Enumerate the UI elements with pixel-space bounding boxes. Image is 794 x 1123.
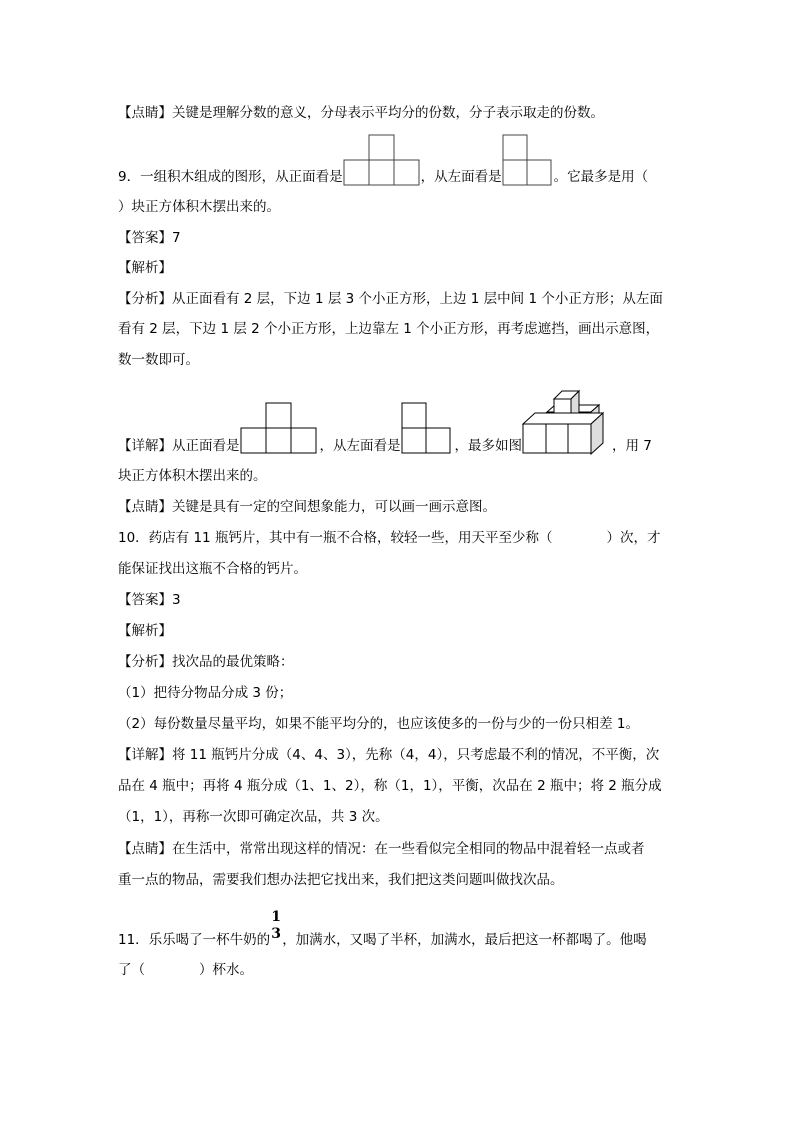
q11-text: 11．乐乐喝了一杯牛奶的 bbox=[118, 932, 271, 948]
q9-analysis-2: 看有 2 层，下边 1 层 2 个小正方形，上边靠左 1 个小正方形，再考虑遮挡，画出示意图， bbox=[118, 321, 660, 337]
q10-analysis-2: （1）把待分物品分成 3 份； bbox=[118, 685, 293, 701]
q10-detail-3: （1，1），再称一次即可确定次品，共 3 次。 bbox=[118, 809, 389, 825]
front-view-figure bbox=[343, 133, 421, 187]
q11-line1 bbox=[118, 909, 647, 949]
q9-jiexi: 【解析】 bbox=[118, 260, 172, 276]
front-view-slot bbox=[240, 437, 320, 455]
q9-detail-text: 【详解】从正面看是 bbox=[118, 438, 240, 454]
left-view-figure bbox=[502, 133, 554, 187]
q9-analysis-3: 数一数即可。 bbox=[118, 352, 199, 368]
q10-line2: 能保证找出这瓶不合格的钙片。 bbox=[118, 561, 307, 577]
cube-stack-figure bbox=[522, 386, 612, 456]
q10-tip-1: 【点睛】在生活中，常常出现这样的情况：在一些看似完全相同的物品中混着轻一点或者 bbox=[118, 841, 645, 857]
q10-line1: 10．药店有 11 瓶钙片，其中有一瓶不合格，较轻一些，用天平至少称（ ）次，才 bbox=[118, 530, 661, 546]
q9-text: 9．一组积木组成的图形，从正面看是 bbox=[118, 169, 343, 185]
q10-analysis-1: 【分析】找次品的最优策略： bbox=[118, 654, 294, 670]
fraction-numerator: 1 bbox=[271, 909, 281, 925]
q9-detail-line2: 块正方体积木摆出来的。 bbox=[118, 468, 267, 484]
left-view-slot bbox=[401, 437, 455, 455]
q9-line2: ）块正方体积木摆出来的。 bbox=[118, 199, 280, 215]
q9-detail-text: ，从左面看是 bbox=[319, 438, 401, 454]
q10-analysis-3: （2）每份数量尽量平均，如果不能平均分的，也应该使多的一份与少的一份只相差 1。 bbox=[118, 716, 639, 732]
q9-tip: 【点睛】关键是具有一定的空间想象能力，可以画一画示意图。 bbox=[118, 499, 496, 515]
q9-line1 bbox=[118, 168, 648, 186]
q10-detail-2: 品在 4 瓶中；再将 4 瓶分成（1、1、2），称（1，1），平衡，次品在 2 瓶中；将 2 瓶分成 bbox=[118, 778, 662, 794]
q10-detail-1: 【详解】将 11 瓶钙片分成（4、4、3），先称（4，4），只考虑最不利的情况，不平衡，次 bbox=[118, 747, 660, 763]
q9-text: 。它最多是用（ bbox=[553, 169, 649, 185]
q10-answer: 【答案】3 bbox=[118, 592, 181, 608]
q9-text: ，从左面看是 bbox=[420, 169, 502, 185]
q9-detail-text: ，最多如图 bbox=[454, 438, 522, 454]
q11-line2: 了（ ）杯水。 bbox=[118, 962, 253, 978]
left-view-figure bbox=[401, 400, 455, 456]
fraction-one-third bbox=[270, 909, 282, 949]
q9-detail-line1 bbox=[118, 437, 652, 455]
q9-analysis-1: 【分析】从正面看有 2 层，下边 1 层 3 个小正方形，上边 1 层中间 1 个小正方形；从左面 bbox=[118, 291, 663, 307]
front-view-slot bbox=[343, 168, 421, 186]
prev-tip: 【点睛】关键是理解分数的意义，分母表示平均分的份数，分子表示取走的份数。 bbox=[118, 105, 604, 121]
q10-tip-2: 重一点的物品，需要我们想办法把它找出来，我们把这类问题叫做找次品。 bbox=[118, 872, 564, 888]
front-view-figure bbox=[240, 400, 320, 456]
fraction-denominator: 3 bbox=[271, 926, 281, 942]
q9-answer: 【答案】7 bbox=[118, 230, 181, 246]
cube-stack-slot bbox=[522, 437, 612, 455]
left-view-slot bbox=[502, 168, 554, 186]
q9-detail-text: ，用 7 bbox=[612, 438, 652, 454]
q11-text: ，加满水，又喝了半杯，加满水，最后把这一杯都喝了。他喝 bbox=[282, 932, 647, 948]
q10-jiexi: 【解析】 bbox=[118, 623, 172, 639]
